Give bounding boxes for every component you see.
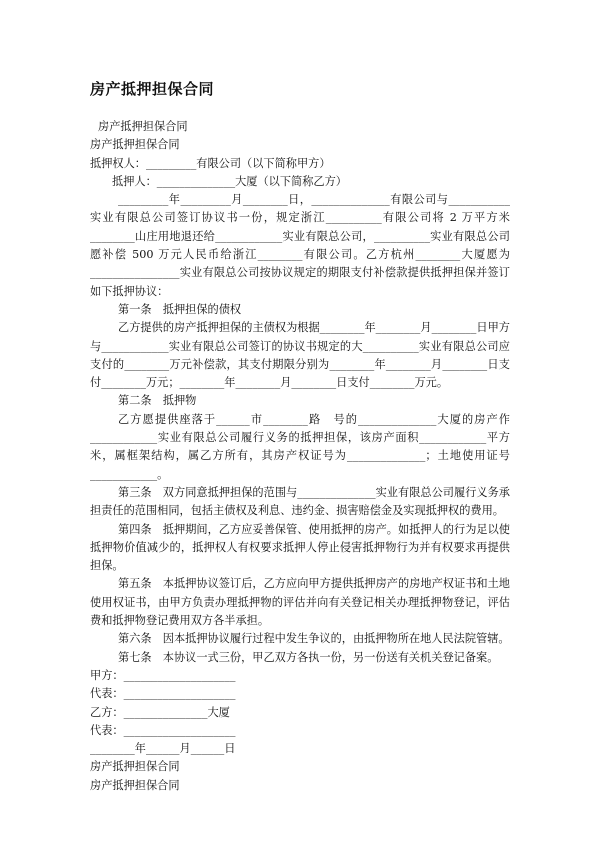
document-body <box>90 118 510 795</box>
article-2-heading: 第二条 抵押物 <box>118 394 197 408</box>
party-b-representative-line: 代表：____________________ <box>90 723 236 737</box>
heading-repeat: 房产抵押担保合同 <box>98 120 188 133</box>
footer-title: 房产抵押担保合同 <box>90 760 180 774</box>
article-5-paragraph: 第五条 本抵押协议签订后，乙方应向甲方提供抵押房产的房地产权证书和土地使用权证书，由甲方负责办理抵押物的评估并向有关登记相关办理抵押物登记，评估费和抵押物登记费用双方各半承担。 <box>90 577 510 628</box>
article-7-paragraph: 第七条 本协议一式三份，甲乙双方各执一份，另一份送有关机关登记备案。 <box>118 650 499 664</box>
article-4-paragraph: 第四条 抵押期间，乙方应妥善保管、使用抵押的房产。如抵押人的行为足以使抵押物价值减少的，抵押权人有权要求抵押人停止侵害抵押物行为并有权要求再提供担保。 <box>90 522 510 573</box>
article-3-paragraph: 第三条 双方同意抵押担保的范围与______________实业有限总公司履行义务承担责任的范围相同，包括主债权及利息、违约金、损害赔偿金及实现抵押权的费用。 <box>90 485 510 518</box>
party-a-representative-line: 代表：____________________ <box>90 687 236 701</box>
article-6-paragraph: 第六条 因本抵押协议履行过程中发生争议的，由抵押物所在地人民法院管辖。 <box>118 632 510 646</box>
date-line: ________年______月______日 <box>90 742 236 756</box>
footer-title: 房产抵押担保合同 <box>90 778 180 792</box>
party-a-signature-line: 甲方：____________________ <box>90 668 236 682</box>
article-1-paragraph: 乙方提供的房产抵押担保的主债权为根据________年________月________日甲方与____________实业有限总公司签订的协议书规定的大__________实业有限总公司应支付的________万元补偿款，其支付期限分别为________年________月________日支付________万元；________年________月________日支付________万元。 <box>90 321 510 390</box>
article-1-heading: 第一条 抵押担保的债权 <box>118 302 242 316</box>
mortgagor-line: 抵押人：______________大厦（以下简称乙方） <box>112 174 347 188</box>
article-2-paragraph: 乙方愿提供座落于______市________路 号的______________大厦的房产作____________实业有限总公司履行义务的抵押担保，该房产面积____________平方米，属框架结构，属乙方所有，其房产权证号为______________；土地使用证号____________。 <box>90 412 510 481</box>
heading-repeat: 房产抵押担保合同 <box>90 138 180 152</box>
party-b-signature-line: 乙方：_______________大厦 <box>90 705 230 719</box>
mortgagee-line: 抵押权人：_________有限公司（以下简称甲方） <box>90 156 331 170</box>
preamble-paragraph: _________年_________月________日，______________有限公司与___________实业有限总公司签订协议书一份，规定浙江__________有限公司将 2 万平方米________山庄用地退还给____________实业有限总公司，__________实业有限总公司愿补偿 500 万元人民币给浙江________有限公司。乙方杭州________大厦愿为________________实业有限总公司按协议规定的期限支付补偿款提供抵押担保并签订如下抵押协议： <box>90 193 510 298</box>
document-title: 房产抵押担保合同 <box>90 80 215 98</box>
